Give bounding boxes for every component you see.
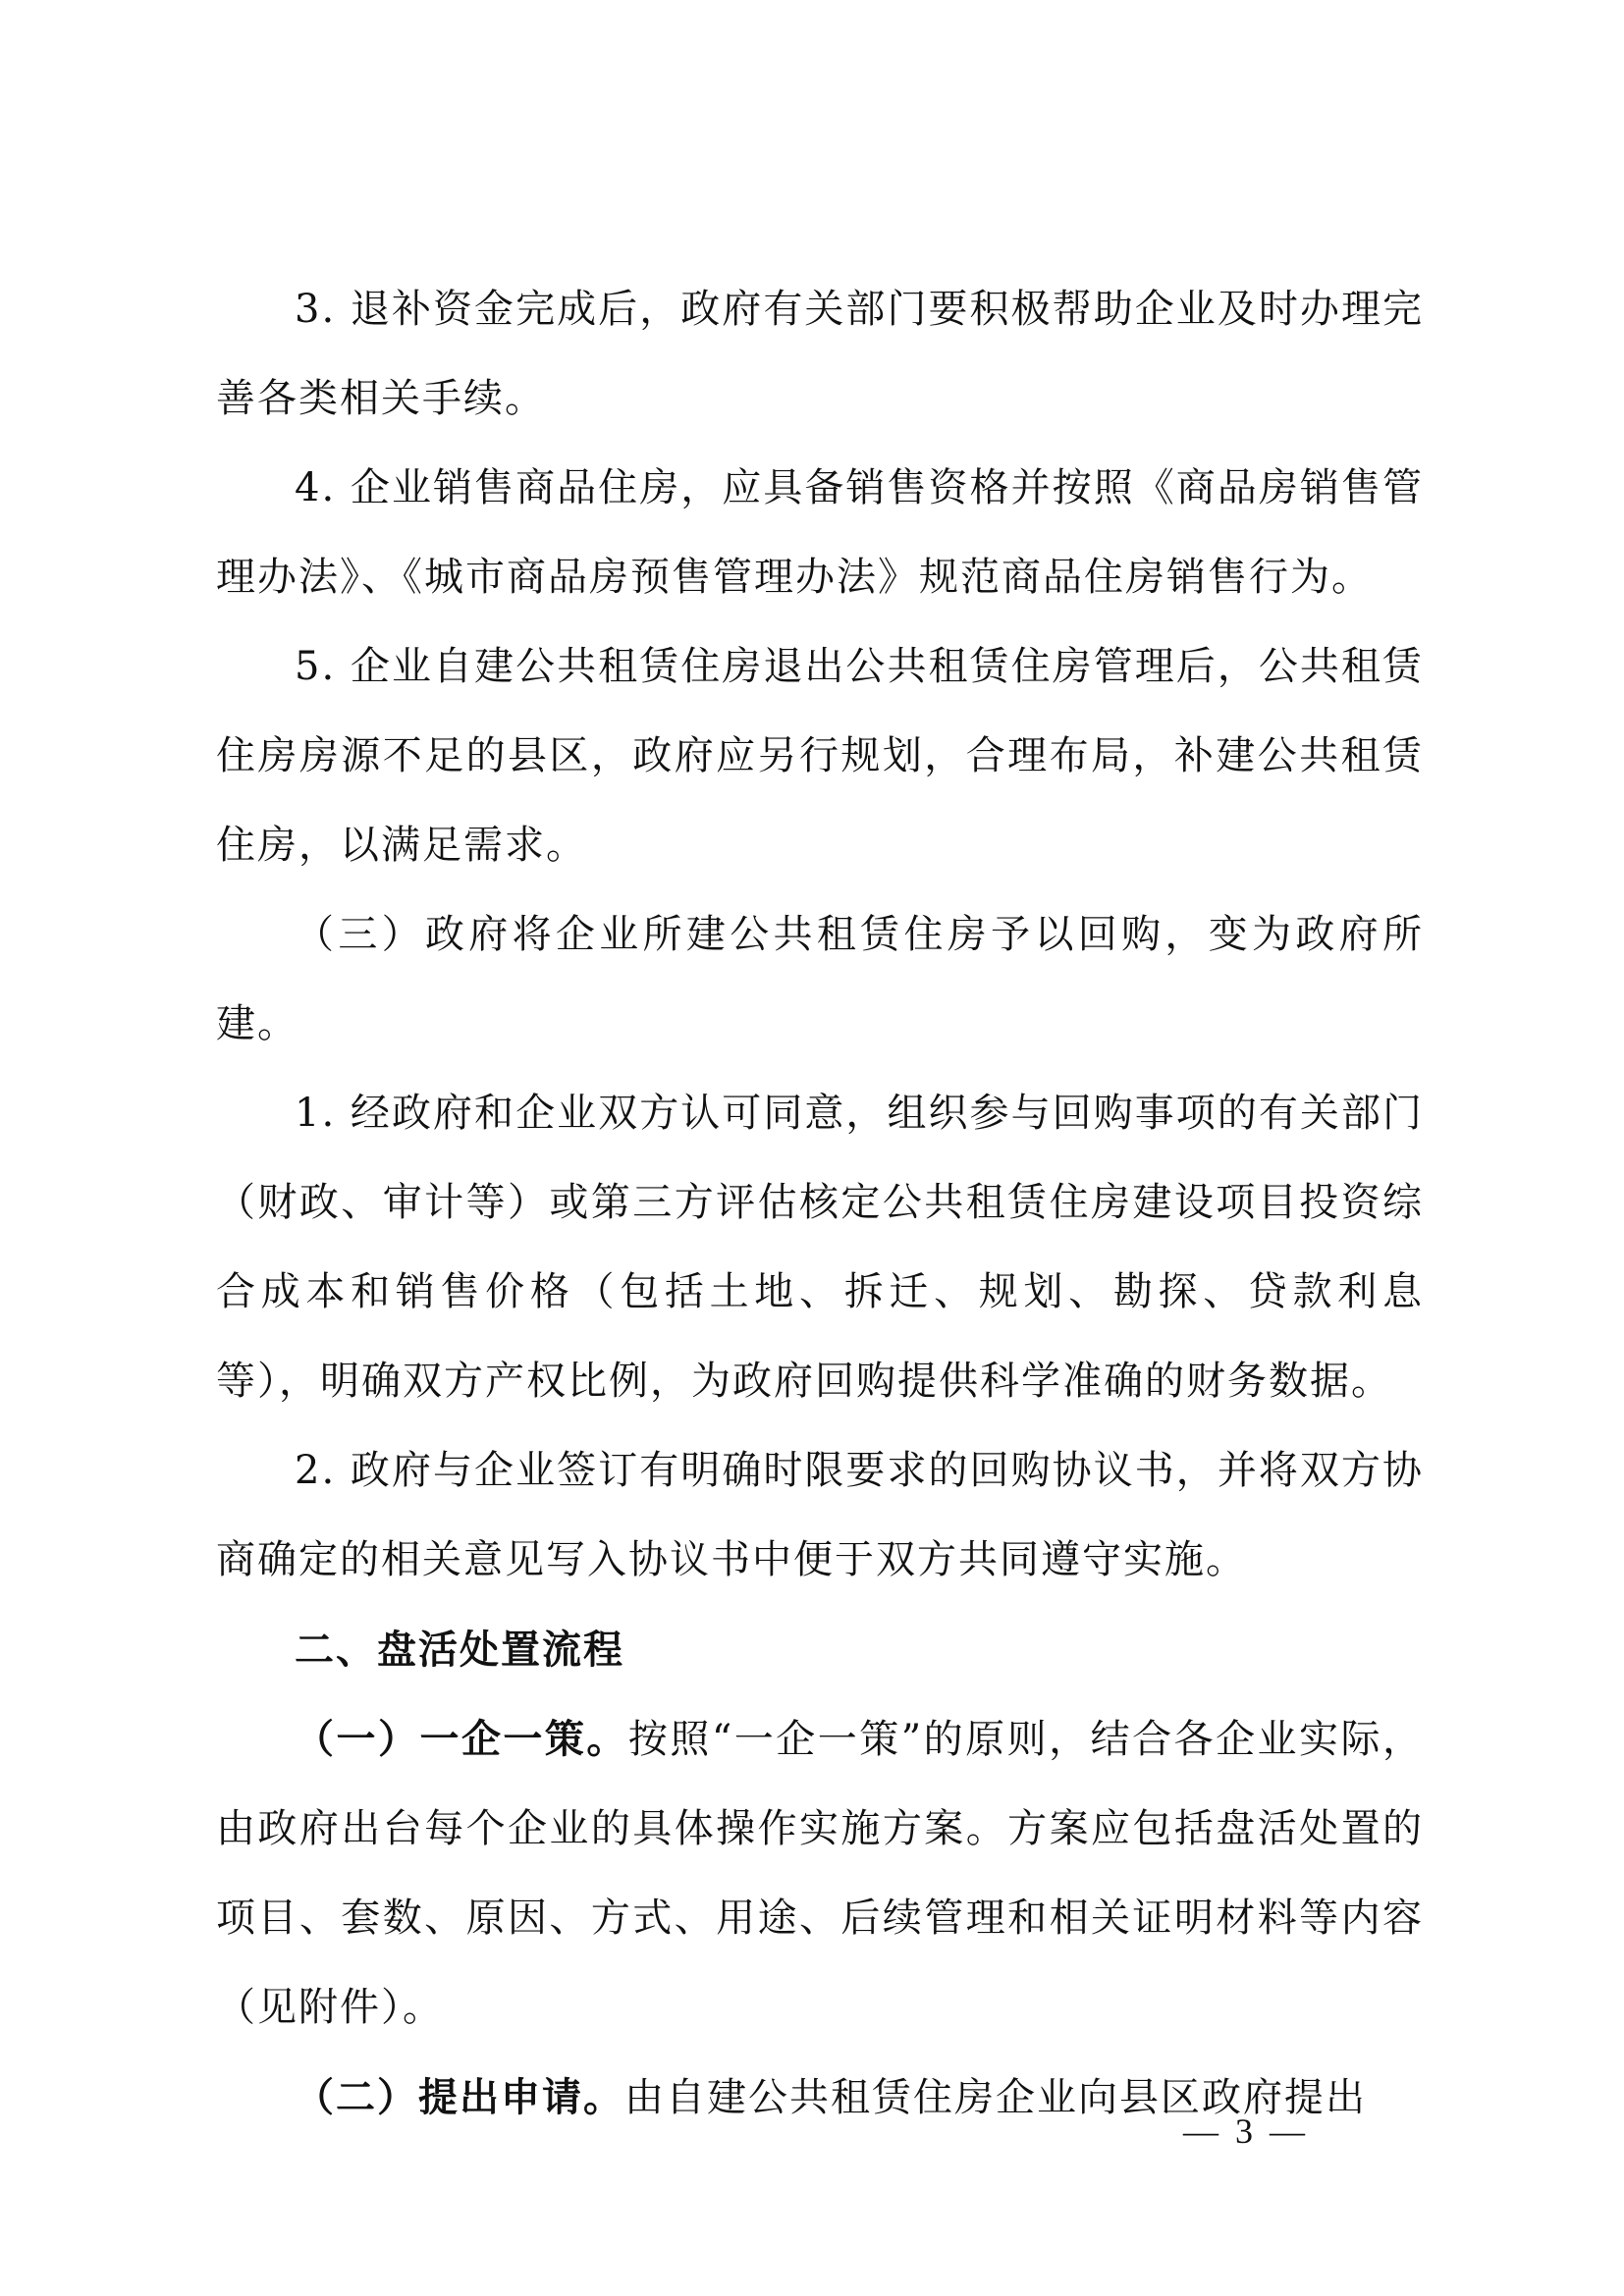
paragraph-item-1: 1. 经政府和企业双方认可同意，组织参与回购事项的有关部门（财政、审计等）或第三方评估核定公共租赁住房建设项目投资综合成本和销售价格（包括土地、拆迁、规划、勘探、贷款利息等），明确双方产权比例，为政府回购提供科学准确的财务数据。 — [216, 1091, 1424, 1404]
section-heading: 二、盘活处置流程 — [295, 1627, 624, 1673]
item-two-label: （二）提出申请。 — [295, 2074, 624, 2120]
paragraph-item-2: 2. 政府与企业签订有明确时限要求的回购协议书，并将双方协商确定的相关意见写入协议书中便于双方共同遵守实施。 — [216, 1448, 1424, 1582]
item-one-label: （一）一企一策。 — [295, 1716, 628, 1762]
paragraph-item-4: 4. 企业销售商品住房，应具备销售资格并按照《商品房销售管理办法》、《城市商品房预售管理办法》规范商品住房销售行为。 — [216, 465, 1424, 600]
paragraph-item-5: 5. 企业自建公共租赁住房退出公共租赁住房管理后，公共租赁住房房源不足的县区，政府应另行规划，合理布局，补建公共租赁住房，以满足需求。 — [216, 644, 1424, 868]
paragraph-one-enterprise-one-policy — [216, 1694, 1424, 2053]
page-number: — 3 — — [1183, 2111, 1309, 2151]
item-one-text: 按照“一企一策”的原则，结合各企业实际，由政府出台每个企业的具体操作实施方案。方案应包括盘活处置的项目、套数、原因、方式、用途、后续管理和相关证明材料等内容（见附件）。 — [216, 1717, 1425, 2030]
paragraph-section-three: （三）政府将企业所建公共租赁住房予以回购，变为政府所建。 — [216, 912, 1424, 1046]
paragraph-item-3: 3. 退补资金完成后，政府有关部门要积极帮助企业及时办理完善各类相关手续。 — [216, 287, 1424, 421]
item-two-text: 由自建公共租赁住房企业向县区政府提出 — [624, 2075, 1367, 2120]
document-body — [216, 265, 1424, 2143]
